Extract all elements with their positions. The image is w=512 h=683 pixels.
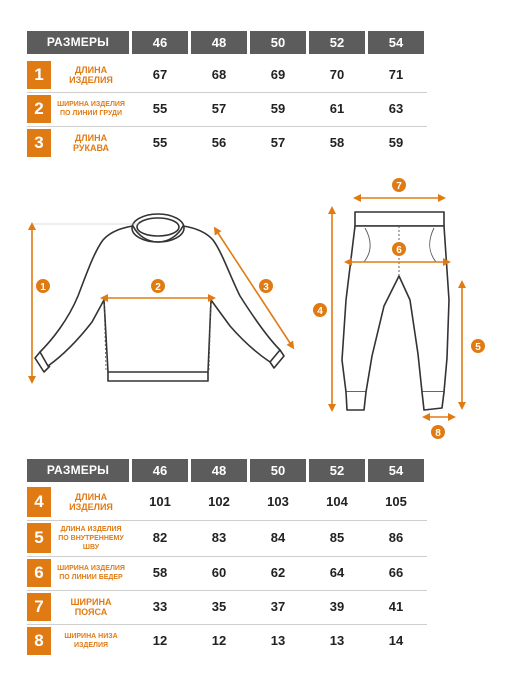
row-number-badge: 7 (27, 593, 51, 621)
row-value: 63 (388, 101, 404, 116)
row-label: ШИРИНА ИЗДЕЛИЯ ПО ЛИНИИ ГРУДИ (57, 101, 125, 117)
row-divider (27, 556, 427, 557)
row-value: 69 (270, 67, 286, 82)
table-row (27, 593, 427, 621)
row-value: 35 (211, 599, 227, 614)
row-value: 64 (329, 565, 345, 580)
header-size-54: 54 (368, 31, 424, 54)
sweatshirt-collar (132, 214, 184, 242)
row-value: 86 (388, 530, 404, 545)
row-value: 57 (270, 135, 286, 150)
header-size-46: 46 (132, 459, 188, 482)
row-value: 83 (211, 530, 227, 545)
row-value: 37 (270, 599, 286, 614)
header-sizes-label: РАЗМЕРЫ (27, 459, 129, 482)
svg-text:7: 7 (396, 181, 402, 192)
header-sizes-label: РАЗМЕРЫ (27, 31, 129, 54)
size-table-bottom-header (27, 459, 427, 482)
row-value: 59 (388, 135, 404, 150)
row-divider (27, 590, 427, 591)
row-value: 57 (211, 101, 227, 116)
row-label: ДЛИНА ИЗДЕЛИЯ ПО ВНУТРЕННЕМУ ШВУ (58, 525, 124, 551)
header-size-48: 48 (191, 459, 247, 482)
row-value: 85 (329, 530, 345, 545)
row-value: 56 (211, 135, 227, 150)
svg-text:6: 6 (396, 245, 402, 256)
marker-7 (392, 178, 406, 192)
row-value: 12 (211, 633, 227, 648)
marker-8 (431, 425, 445, 439)
header-size-52: 52 (309, 31, 365, 54)
row-value: 41 (388, 599, 404, 614)
table-row (27, 559, 427, 587)
marker-3 (259, 279, 273, 293)
row-value: 68 (211, 67, 227, 82)
row-number-badge: 4 (27, 487, 51, 517)
row-divider (27, 520, 427, 521)
sweatshirt-outline (35, 226, 284, 381)
row-value: 33 (152, 599, 168, 614)
header-size-48: 48 (191, 31, 247, 54)
pants-outline (342, 212, 449, 410)
row-value: 104 (326, 494, 348, 509)
marker-2 (151, 279, 165, 293)
row-value: 101 (149, 494, 171, 509)
marker-6 (392, 242, 406, 256)
row-value: 60 (211, 565, 227, 580)
row-value: 55 (152, 101, 168, 116)
row-label: ДЛИНА ИЗДЕЛИЯ (69, 492, 113, 512)
header-size-50: 50 (250, 31, 306, 54)
row-value: 61 (329, 101, 345, 116)
row-value: 13 (329, 633, 345, 648)
header-size-52: 52 (309, 459, 365, 482)
row-label: ШИРИНА ПОЯСА (70, 597, 112, 617)
row-value: 103 (267, 494, 289, 509)
row-number-badge: 5 (27, 523, 51, 553)
row-label: ДЛИНА РУКАВА (72, 133, 110, 153)
row-value: 58 (329, 135, 345, 150)
row-number-badge: 6 (27, 559, 51, 587)
row-divider (27, 624, 427, 625)
row-value: 13 (270, 633, 286, 648)
row-label: ШИРИНА ИЗДЕЛИЯ ПО ЛИНИИ БЕДЕР (57, 565, 125, 581)
marker-5 (471, 339, 485, 353)
svg-text:3: 3 (263, 282, 269, 293)
svg-text:4: 4 (317, 306, 323, 317)
svg-text:1: 1 (40, 282, 46, 293)
marker-4 (313, 303, 327, 317)
row-number-badge: 1 (27, 61, 51, 89)
row-number-badge: 8 (27, 627, 51, 655)
row-value: 84 (270, 530, 286, 545)
table-row (27, 487, 427, 517)
row-value: 105 (385, 494, 407, 509)
row-number-badge: 3 (27, 129, 51, 157)
marker-1 (36, 279, 50, 293)
row-number-badge: 2 (27, 95, 51, 123)
row-value: 102 (208, 494, 230, 509)
row-label: ШИРИНА НИЗА ИЗДЕЛИЯ (64, 633, 118, 649)
row-label: ДЛИНА ИЗДЕЛИЯ (69, 65, 113, 85)
row-value: 58 (152, 565, 168, 580)
svg-text:2: 2 (155, 282, 161, 293)
svg-text:5: 5 (475, 342, 481, 353)
header-size-50: 50 (250, 459, 306, 482)
table-row (27, 523, 427, 553)
svg-text:8: 8 (435, 428, 441, 439)
row-value: 12 (152, 633, 168, 648)
row-value: 14 (388, 633, 404, 648)
header-size-54: 54 (368, 459, 424, 482)
row-value: 82 (152, 530, 168, 545)
header-size-46: 46 (132, 31, 188, 54)
row-value: 62 (270, 565, 286, 580)
table-row (27, 627, 427, 655)
row-value: 39 (329, 599, 345, 614)
row-value: 55 (152, 135, 168, 150)
row-value: 66 (388, 565, 404, 580)
row-value: 67 (152, 67, 168, 82)
row-value: 70 (329, 67, 345, 82)
row-value: 71 (388, 67, 404, 82)
row-value: 59 (270, 101, 286, 116)
